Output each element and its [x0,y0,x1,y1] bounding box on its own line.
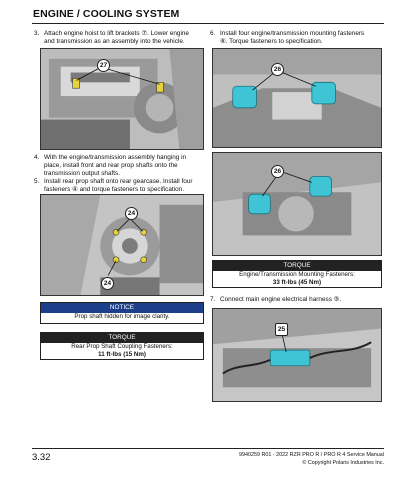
torque-title: TORQUE [41,333,203,343]
torque-value: 33 ft-lbs (45 Nm) [272,279,322,286]
engine-hoist-figure [40,48,204,150]
step-text-line: Attach engine hoist to lift brackets ⑦. Lower engine [44,30,189,37]
section-title: ENGINE / COOLING SYSTEM [33,8,180,20]
callout-24-bottom: 24 [101,277,114,290]
torque-box-prop-shaft [40,332,204,360]
torque-box-mounting [212,260,382,288]
mounting-upper-illustration [213,49,381,147]
step-3 [34,30,204,48]
electrical-harness-figure [212,308,382,402]
notice-title: NOTICE [41,303,203,313]
torque-description: Rear Prop Shaft Coupling Fasteners: [71,343,173,350]
footer-copyright: © Copyright Polaris Industries Inc. [302,460,384,466]
step-text-line: and transmission as an assembly into the vehicle. [44,38,185,46]
step-text-line: place, install front and rear prop shafts onto the [44,162,178,170]
notice-box [40,302,204,324]
step-text-line: Install four engine/transmission mounting fasteners [220,30,365,37]
step-4 [34,154,204,180]
step-7 [210,296,386,306]
step-text-line: transmission output shafts. [44,170,121,178]
callout-26-upper: 26 [271,63,284,76]
step-text-line: Connect main engine electrical harness ⑤. [220,296,342,303]
step-text-line: ⑥. Torque fasteners to specification. [220,38,323,46]
notice-text: Prop shaft hidden for image clarity. [74,313,170,320]
torque-description: Engine/Transmission Mounting Fasteners: [239,271,355,278]
footer-divider [32,448,384,449]
callout-24-top: 24 [125,207,138,220]
mounting-fasteners-figure-upper [212,48,382,148]
step-text-line: fasteners ④ and torque fasteners to specification. [44,186,185,194]
mounting-fasteners-figure-lower [212,152,382,256]
mounting-lower-illustration [213,153,381,255]
engine-hoist-illustration [41,49,203,149]
step-number: 5. [34,178,40,185]
footer-manual-title: 9940259 R01 - 2022 RZR PRO R / PRO R 4 Service Manual [238,452,384,458]
section-header [32,8,384,24]
callout-27: 27 [97,59,110,72]
step-text-line: Install rear prop shaft onto rear gearcase. Install four [44,178,193,185]
step-6 [210,30,386,48]
step-number: 6. [210,30,216,37]
page-number: 3.32 [32,452,51,463]
step-number: 7. [210,296,216,303]
callout-26-lower: 26 [271,165,284,178]
callout-25: 25 [275,323,288,336]
rear-gearcase-illustration [41,195,203,295]
step-text-line: With the engine/transmission assembly hanging in [44,154,187,161]
torque-value: 11 ft-lbs (15 Nm) [98,351,146,358]
electrical-harness-illustration [213,309,381,401]
torque-title: TORQUE [213,261,381,271]
step-number: 4. [34,154,40,161]
rear-gearcase-figure [40,194,204,296]
step-number: 3. [34,30,40,37]
